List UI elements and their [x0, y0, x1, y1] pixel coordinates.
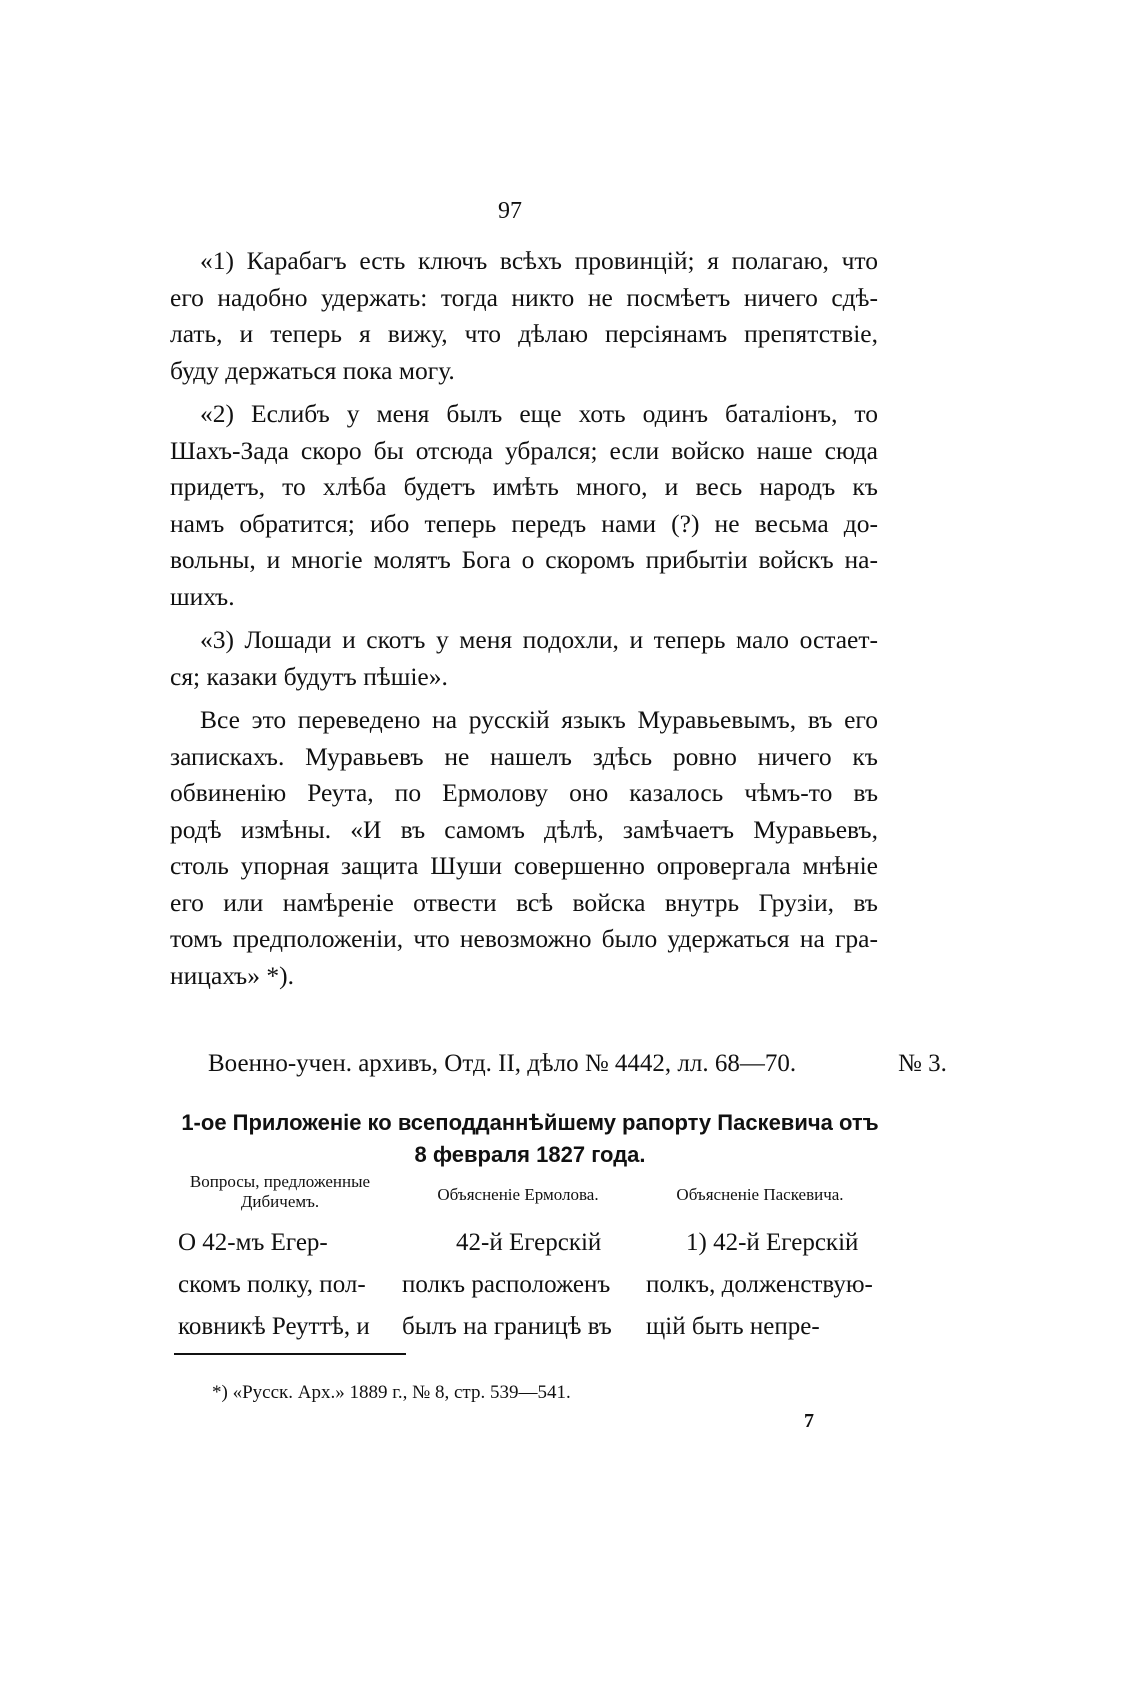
text-line: «1) Карабагъ есть ключъ всѣхъ провинцій; я полагаю, что	[200, 246, 878, 275]
column-line: ковникѣ Реуттѣ, и	[178, 1313, 370, 1340]
paragraph	[170, 622, 878, 695]
text-line: шихъ.	[170, 581, 235, 611]
header-line: Объясненіе Паскевича.	[676, 1185, 844, 1204]
footnote: *) «Русск. Арх.» 1889 г., № 8, стр. 539—541.	[212, 1382, 571, 1403]
text-line: придетъ, то хлѣба будетъ имѣть много, и весь народъ къ	[170, 472, 878, 501]
appendix-heading-line-1: 1-ое Приложеніе ко всеподданнѣйшему рапорту Паскевича отъ	[181, 1110, 879, 1135]
table-header-questions	[160, 1172, 400, 1212]
signature-mark: 7	[804, 1410, 814, 1432]
body-text	[170, 243, 878, 1001]
text-line: «3) Лошади и скотъ у меня подохли, и теперь мало остает-	[200, 625, 878, 654]
table-header-paskevich	[642, 1185, 878, 1205]
footnote-rule	[174, 1353, 406, 1355]
column-line: полкъ, долженствую-	[646, 1271, 873, 1298]
paragraph	[170, 702, 878, 994]
paragraph	[170, 243, 878, 389]
archive-citation: Военно-учен. архивъ, Отд. II, дѣло № 4442, лл. 68—70.	[208, 1050, 797, 1077]
column-line: скомъ полку, пол-	[178, 1271, 366, 1298]
table-column-questions	[178, 1222, 370, 1348]
text-line: ницахъ» *).	[170, 960, 294, 990]
header-line: Вопросы, предложенные	[189, 1172, 371, 1191]
appendix-heading-line-2: 8 февраля 1827 года.	[414, 1142, 646, 1167]
column-line: былъ на границѣ въ	[402, 1313, 612, 1340]
text-line: Все это переведено на русскій языкъ Муравьевымъ, въ его	[200, 705, 878, 734]
text-line: родѣ измѣны. «И въ самомъ дѣлѣ, замѣчаетъ Муравьевъ,	[170, 814, 878, 844]
page-number: 97	[498, 198, 522, 224]
paragraph	[170, 396, 878, 615]
column-line: щій быть непре-	[646, 1313, 820, 1340]
header-line: Объясненіе Ермолова.	[437, 1185, 599, 1204]
text-line: его надобно удержать: тогда никто не посмѣетъ ничего сдѣ-	[170, 282, 878, 312]
table-header-ermolov	[408, 1185, 628, 1205]
text-line: ся; казаки будутъ пѣшіе».	[170, 661, 448, 691]
text-line: «2) Еслибъ у меня былъ еще хоть одинъ баталіонъ, то	[200, 399, 878, 428]
text-line: вольны, и многіе молятъ Бога о скоромъ прибытіи войскъ на-	[170, 545, 878, 574]
text-line: его или намѣреніе отвести всѣ войска внутрь Грузіи, въ	[170, 887, 878, 917]
column-line: 1) 42-й Егерскій	[686, 1229, 859, 1256]
table-column-paskevich	[646, 1222, 873, 1348]
archive-reference	[208, 1050, 948, 1078]
column-line: 42-й Егерскій	[456, 1229, 602, 1256]
text-line: лать, и теперь я вижу, что дѣлаю персіянамъ препятствіе,	[170, 319, 878, 348]
text-line: столь упорная защита Шуши совершенно опровергала мнѣніе	[170, 851, 878, 880]
text-line: обвиненію Реута, по Ермолову оно казалось чѣмъ-то въ	[170, 778, 878, 807]
column-line: полкъ расположенъ	[402, 1271, 611, 1298]
text-line: намъ обратится; ибо теперь передъ нами (?) не весьма до-	[170, 508, 878, 538]
table-column-ermolov	[402, 1222, 612, 1348]
text-line: томъ предположеніи, что невозможно было удержаться на гра-	[170, 924, 878, 953]
document-number: № 3.	[898, 1050, 947, 1077]
text-line: буду держаться пока могу.	[170, 355, 455, 385]
header-line: Дибичемъ.	[240, 1192, 320, 1211]
text-line: запискахъ. Муравьевъ не нашелъ здѣсь ровно ничего къ	[170, 741, 878, 771]
text-line: Шахъ-Зада скоро бы отсюда убрался; если войско наше сюда	[170, 435, 878, 465]
column-line: О 42-мъ Егер-	[178, 1229, 328, 1256]
